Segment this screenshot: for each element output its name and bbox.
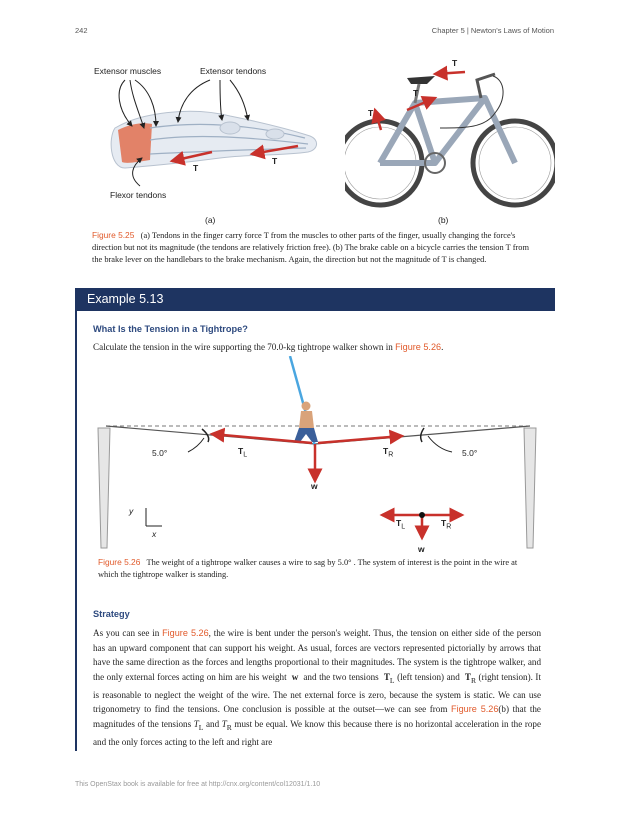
symbol-t-right: T	[464, 671, 471, 682]
label-tension-b3: T	[368, 108, 374, 118]
angle-right: 5.0°	[462, 448, 478, 458]
walker-head	[302, 402, 311, 411]
figure-5-25-caption	[92, 229, 532, 267]
caption-text: (a) Tendons in the finger carry force T from the muscles to other parts of the finger, usually changing the force's direction but not its magnitude (the tendons are relatively friction free). (b) The brake cable on a bicycle carries the tension T from the brake lever on the handlebars to the brake mechanism. Again, the direction but not the magnitude of T is changed.	[92, 231, 529, 265]
fbd-weight: w	[418, 544, 425, 554]
angle-left: 5.0°	[152, 448, 168, 458]
figure-5-26-link[interactable]: Figure 5.26	[395, 342, 442, 352]
example-heading: What Is the Tension in a Tightrope?	[93, 324, 248, 334]
caption-label: Figure 5.25	[92, 230, 135, 240]
strategy-text: As you can see in Figure 5.26, the wire is bent under the person's weight. Thus, the tension on either side of the person has an upward component that can support his weight. As usual, forces are vectors represented pictorially by arrows that have the same direction as the forces and lengths proportional to their magnitudes. The system is the tightrope walker, and the only external forces acting on him are his weight w and the two tensions $T_L$ (left tension) and $T_R$ (right tension). It is reasonable to neglect the weight of the wire. The net external force is zero, because the system is static. We can use trigonometry to find the tensions. One conclusion is possible at the outset—we can see from Figure 5.26(b) that the magnitudes of the tensions $T_L$ and $T_R$ must be equal. We know this because there is no horizontal acceleration in the rope and the only forces acting to the left and right are	[93, 628, 541, 748]
label-extensor-tendons: Extensor tendons	[200, 66, 267, 76]
axis-x: x	[152, 529, 157, 539]
label-extensor-muscles: Extensor muscles	[94, 66, 162, 76]
caption-label-526: Figure 5.26	[98, 557, 141, 567]
label-tension-b2: T	[413, 88, 419, 98]
example-intro	[93, 340, 543, 355]
footer-text: This OpenStax book is available for free at http://cnx.org/content/col12031/1.10	[75, 781, 321, 788]
right-pole	[524, 428, 536, 548]
symbol-w: w	[291, 671, 299, 682]
figure-5-25a-finger	[80, 58, 330, 228]
axis-y: y	[129, 506, 134, 516]
strategy-heading: Strategy	[93, 609, 130, 619]
left-pole	[98, 428, 110, 548]
intro-text: Calculate the tension in the wire supporting the 70.0-kg tightrope walker shown in	[93, 342, 396, 352]
fbd-point	[419, 512, 425, 518]
fbd-t-left: $T_L$	[396, 518, 406, 531]
intro-end: .	[441, 342, 444, 352]
label-tension-a2: T	[272, 156, 278, 166]
fbd-t-right: $T_R$	[441, 518, 452, 531]
muscle-region	[118, 123, 152, 163]
figure-5-25b-bicycle	[345, 58, 555, 218]
label-tension-b1: T	[452, 58, 458, 68]
chapter-title: Chapter 5 | Newton's Laws of Motion	[431, 26, 554, 35]
label-panel-a: (a)	[205, 215, 216, 225]
label-tension-a1: T	[193, 163, 199, 173]
label-weight: w	[311, 481, 318, 491]
label-t-right: $T_R$	[383, 446, 394, 459]
label-panel-b: (b)	[438, 215, 449, 225]
figure-5-26-caption	[98, 556, 528, 581]
symbol-t-left: T	[383, 671, 390, 682]
example-left-rule	[75, 311, 77, 751]
label-flexor-tendons: Flexor tendons	[110, 190, 167, 200]
figure-5-26-link-3[interactable]: Figure 5.26	[451, 704, 499, 715]
label-t-left: $T_L$	[238, 446, 248, 459]
page-number: 242	[75, 26, 88, 35]
wire	[106, 426, 530, 444]
caption-text-526: The weight of a tightrope walker causes a wire to sag by 5.0° . The system of interest is the point in the wire at which the tightrope walker is standing.	[98, 558, 518, 580]
example-header	[75, 288, 555, 311]
figure-5-26-link-2[interactable]: Figure 5.26	[162, 628, 209, 638]
example-title: Example 5.13	[87, 292, 164, 306]
